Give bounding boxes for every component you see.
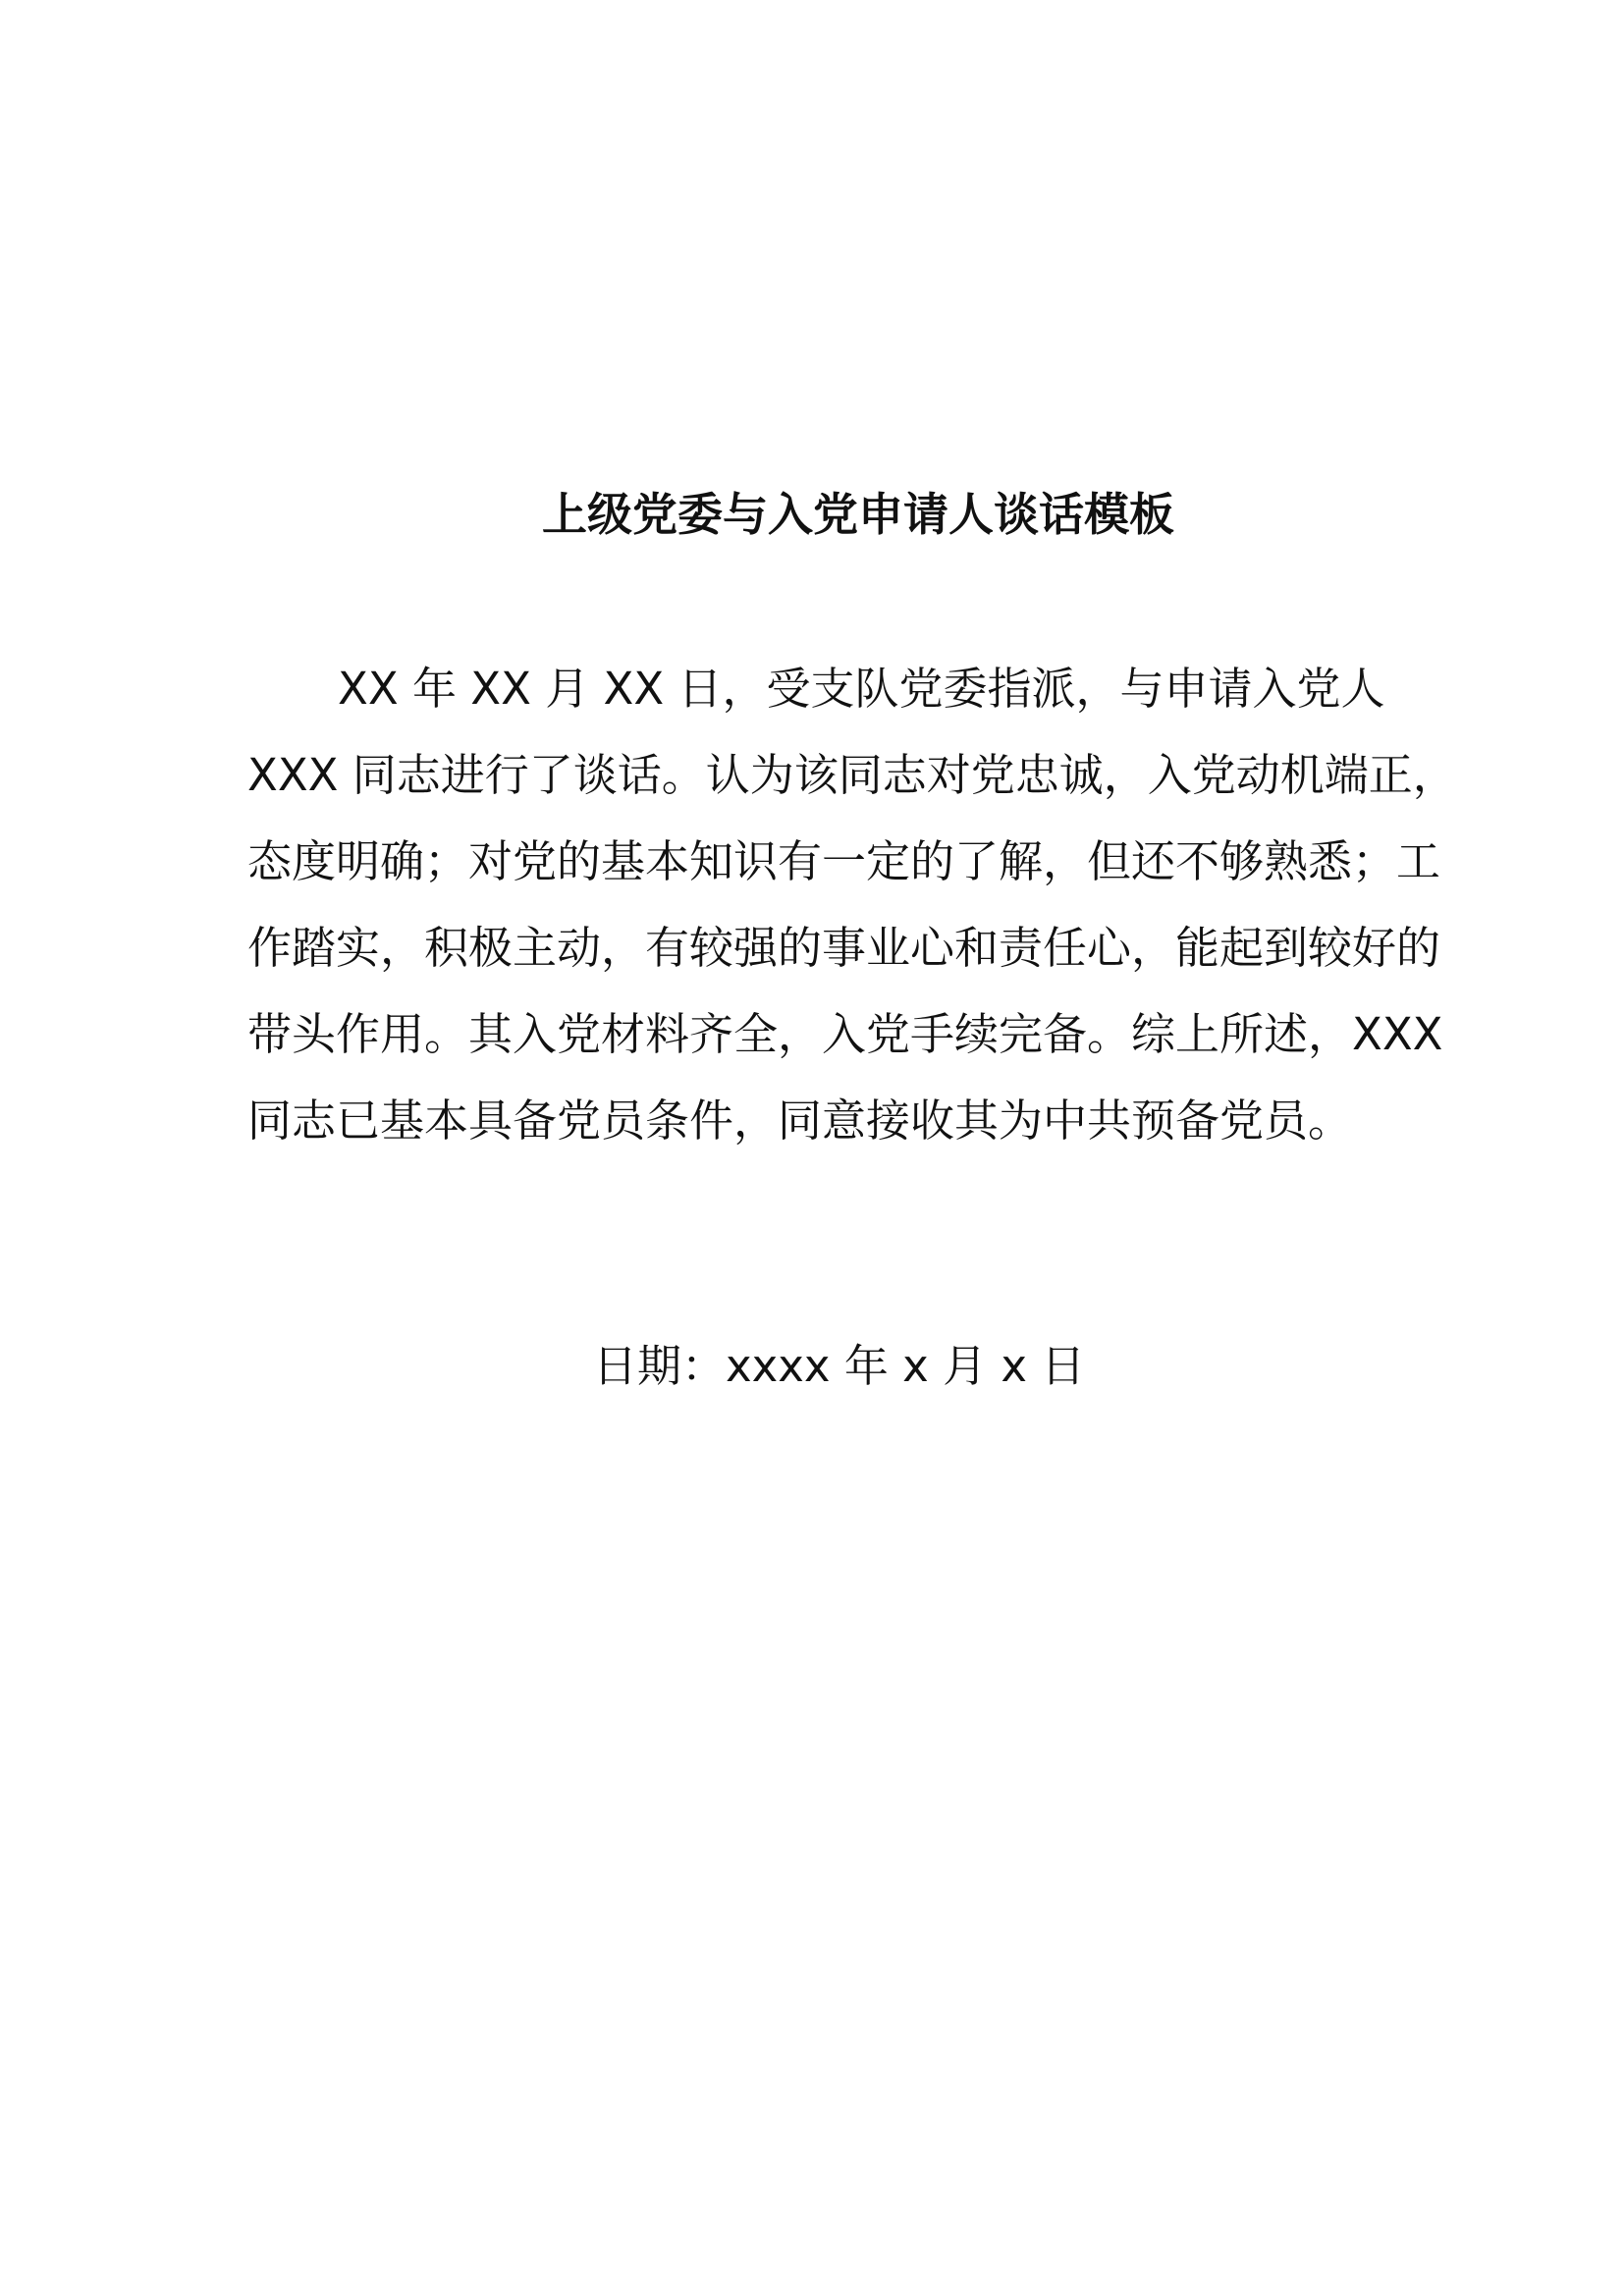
body-line-4: 作踏实，积极主动，有较强的事业心和责任心，能起到较好的 — [247, 922, 1441, 974]
body-line-5: 带头作用。其入党材料齐全，入党手续完备。综上所述，XXX — [247, 1008, 1443, 1060]
body-line-3: 态度明确；对党的基本知识有一定的了解，但还不够熟悉；工 — [247, 835, 1441, 887]
body-line-6: 同志已基本具备党员条件，同意接收其为中共预备党员。 — [247, 1095, 1353, 1147]
document-body — [247, 646, 1457, 1164]
body-line-2: XXX 同志进行了谈话。认为该同志对党忠诚，入党动机端正， — [247, 749, 1457, 801]
document-title: 上级党委与入党申请人谈话模板 — [542, 488, 1174, 541]
date-line: 日期：xxxx 年 x 月 x 日 — [593, 1340, 1086, 1392]
body-line-1: XX 年 XX 月 XX 日，受支队党委指派，与申请入党人 — [338, 663, 1385, 715]
